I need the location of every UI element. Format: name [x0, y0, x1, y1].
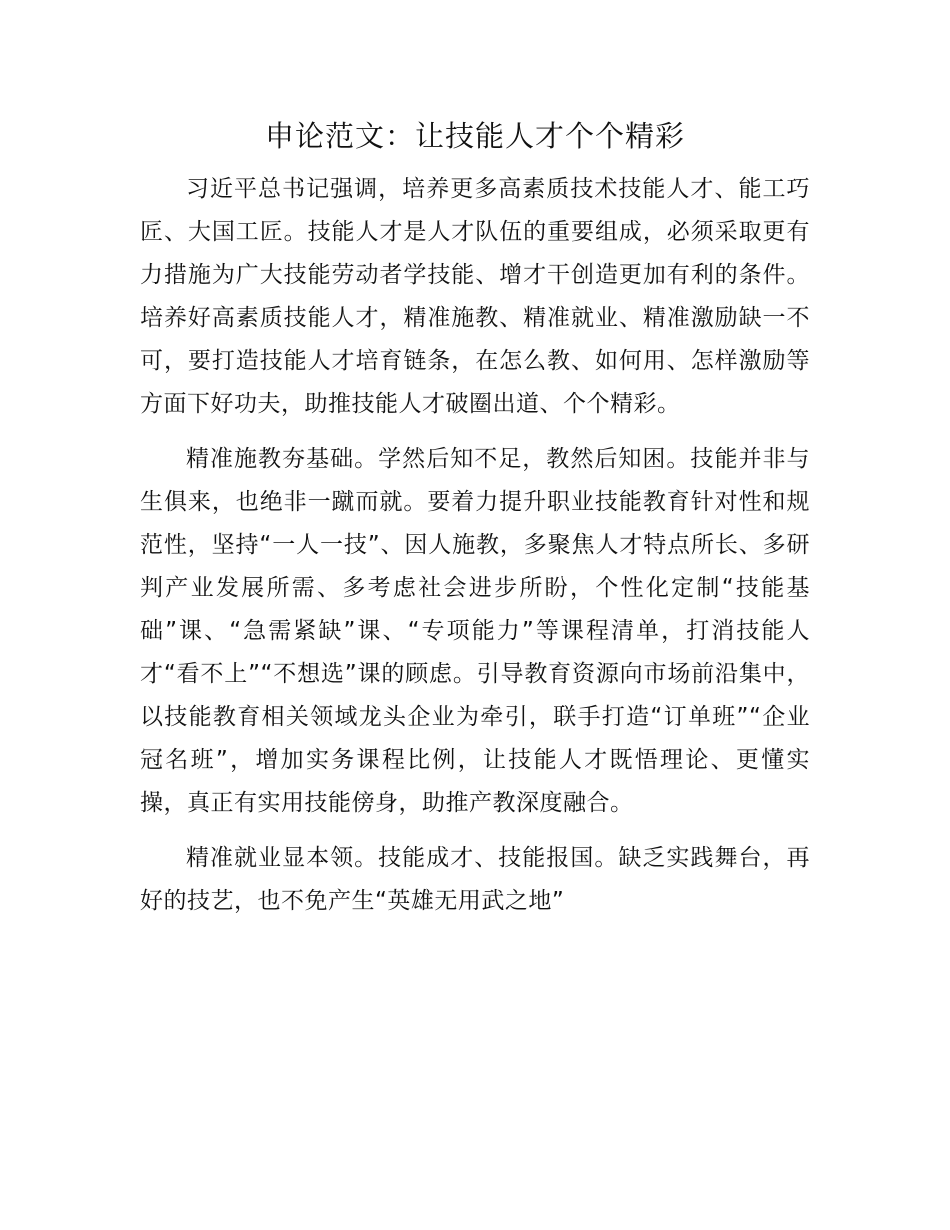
document-title: 申论范文：让技能人才个个精彩 — [264, 119, 685, 153]
paragraph-intro: 习近平总书记强调，培养更多高素质技术技能人才、能工巧匠、大国工匠。技能人才是人才队伍的重要组成，必须采取更有力措施为广大技能劳动者学技能、增才干创造更加有利的条件。培养好高素质技能人才，精准施教、精准就业、精准激励缺一不可，要打造技能人才培育链条，在怎么教、如何用、怎样激励等方面下好功夫，助推技能人才破圈出道、个个精彩。 — [140, 176, 810, 417]
paragraph-precise-employment: 精准就业显本领。技能成才、技能报国。缺乏实践舞台，再好的技艺，也不免产生“英雄无用武之地” — [140, 845, 810, 914]
paragraph-precise-teaching: 精准施教夯基础。学然后知不足，教然后知困。技能并非与生俱来，也绝非一蹴而就。要着力提升职业技能教育针对性和规范性，坚持“一人一技”、因人施教，多聚焦人才特点所长、多研判产业发展所需、多考虑社会进步所盼，个性化定制“技能基础”课、“急需紧缺”课、“专项能力”等课程清单，打消技能人才“看不上”“不想选”课的顾虑。引导教育资源向市场前沿集中，以技能教育相关领域龙头企业为牵引，联手打造“订单班”“企业冠名班”，增加实务课程比例，让技能人才既悟理论、更懂实操，真正有实用技能傍身，助推产教深度融合。 — [140, 446, 810, 816]
document-body — [140, 112, 810, 935]
